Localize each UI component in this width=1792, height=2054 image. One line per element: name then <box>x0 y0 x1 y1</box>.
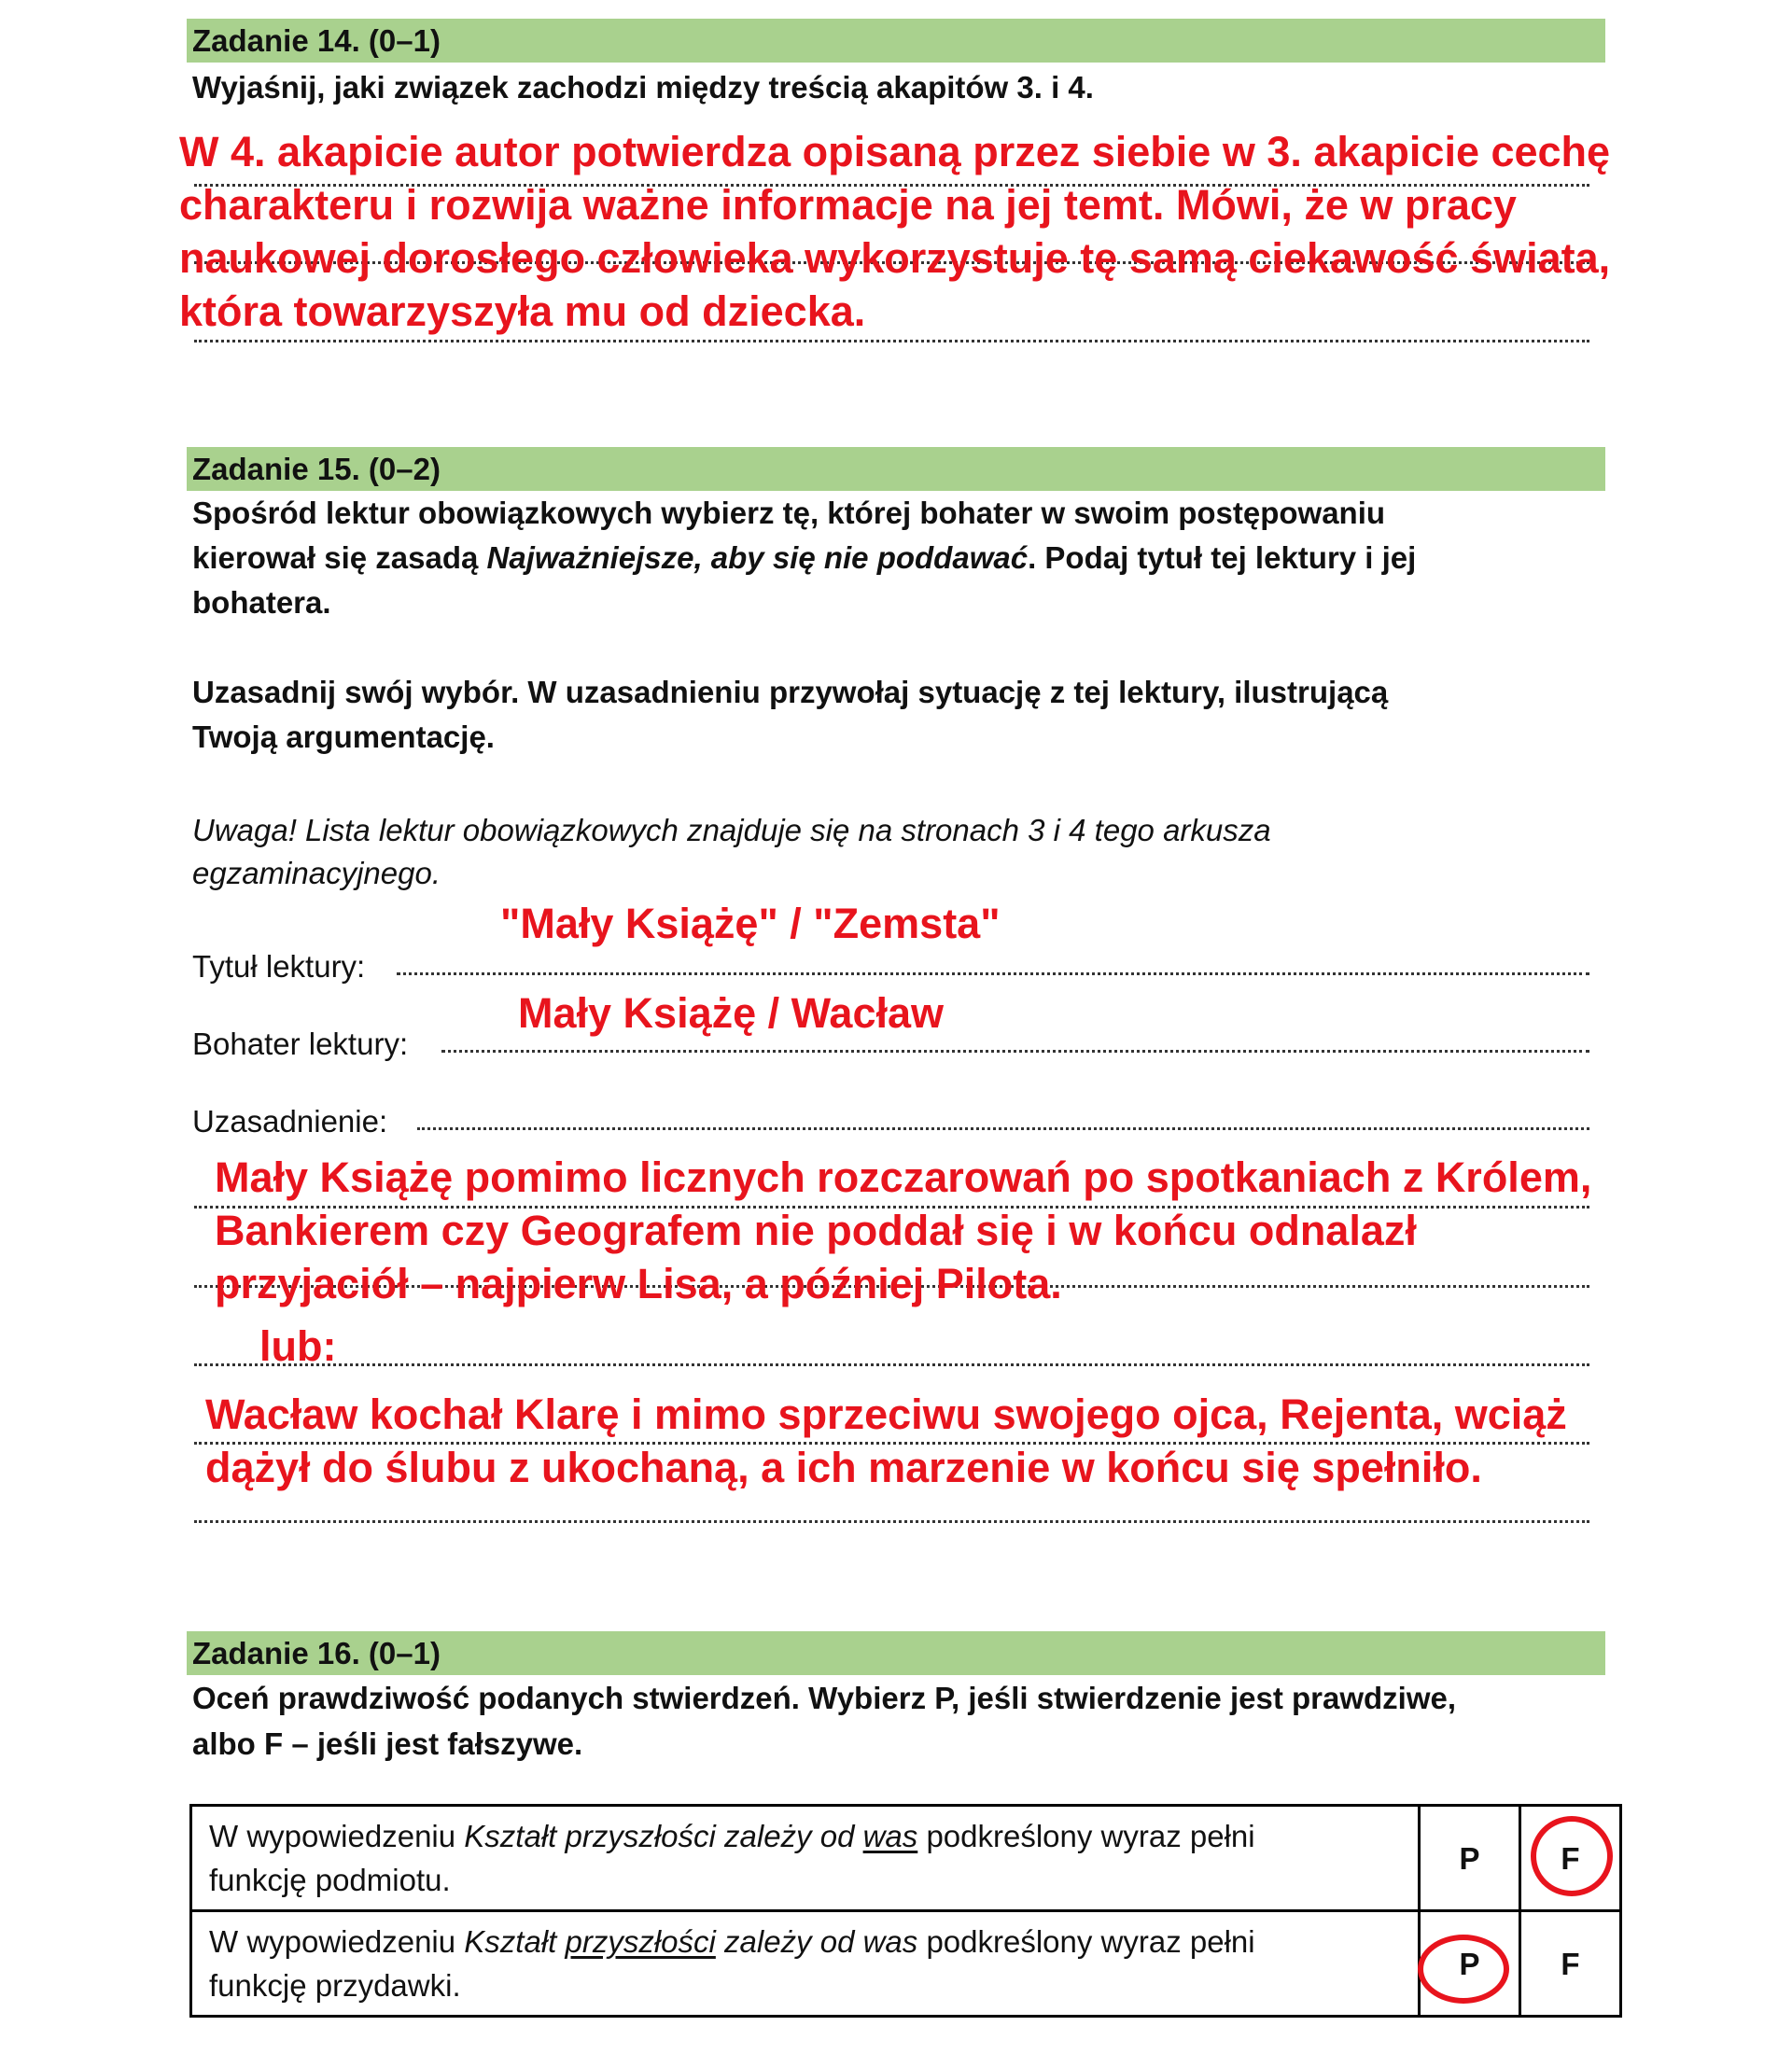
task16-question-line: Oceń prawdziwość podanych stwierdzeń. Wybierz P, jeśli stwierdzenie jest prawdziwe, <box>192 1681 1457 1715</box>
statement-text: podkreślony wyraz pełni <box>917 1924 1255 1959</box>
hero-line <box>441 1050 1589 1053</box>
task15-question-line: Spośród lektur obowiązkowych wybierz tę, której bohater w swoim postępowaniu <box>192 496 1386 530</box>
justification-answer-line: Wacław kochał Klarę i mimo sprzeciwu swojego ojca, Rejenta, wciąż <box>205 1390 1567 1438</box>
option-f[interactable] <box>1520 1806 1621 1911</box>
option-label: F <box>1561 1840 1580 1876</box>
task14-answer-line: W 4. akapicie autor potwierdza opisaną przez siebie w 3. akapicie cechę <box>179 128 1611 175</box>
task14-answer-line: charakteru i rozwija ważne informacje na jej temt. Mówi, że w pracy <box>179 181 1517 229</box>
underlined-word: przyszłości <box>565 1924 716 1959</box>
selection-circle <box>1418 1935 1509 2004</box>
task14-answer-line: która towarzyszyła mu od dziecka. <box>179 287 866 335</box>
statement-text: W wypowiedzeniu <box>209 1819 465 1853</box>
task14-header: Zadanie 14. (0–1) <box>187 19 1605 63</box>
justification-line <box>194 1520 1589 1523</box>
task15-header: Zadanie 15. (0–2) <box>187 447 1605 491</box>
question-text: . Podaj tytuł tej lektury i jej <box>1028 540 1417 575</box>
justification-line <box>417 1127 1589 1130</box>
title-answer: "Mały Książę" / "Zemsta" <box>500 900 1001 947</box>
or-label: lub: <box>259 1322 337 1370</box>
option-p[interactable] <box>1420 1911 1520 2017</box>
question-text: kierował się zasadą <box>192 540 487 575</box>
task15-question-line: bohatera. <box>192 585 331 620</box>
justification-line <box>194 1363 1589 1366</box>
true-false-table <box>189 1804 1622 2018</box>
statement-cell <box>191 1911 1420 2017</box>
title-line <box>397 972 1589 975</box>
statement-cell <box>191 1806 1420 1911</box>
justification-answer-line: dążył do ślubu z ukochaną, a ich marzenie w końcu się spełniło. <box>205 1444 1482 1491</box>
task16-header: Zadanie 16. (0–1) <box>187 1631 1605 1675</box>
selection-circle <box>1531 1816 1613 1896</box>
answer-line <box>194 340 1589 342</box>
statement-text: W wypowiedzeniu <box>209 1924 465 1959</box>
hero-label: Bohater lektury: <box>192 1027 409 1061</box>
task15-note: egzaminacyjnego. <box>192 856 441 890</box>
sentence-part: Kształt przyszłości zależy od <box>464 1819 863 1853</box>
task14-answer-line: naukowej dorosłego człowieka wykorzystuje tę samą ciekawość świata, <box>179 234 1611 282</box>
option-label: P <box>1459 1840 1480 1876</box>
table-row <box>191 1911 1621 2017</box>
option-label: P <box>1459 1946 1480 1981</box>
table-row <box>191 1806 1621 1911</box>
task15-question-line: Twoją argumentację. <box>192 720 495 754</box>
task15-question-line <box>192 536 1416 580</box>
justification-answer-line: Bankierem czy Geografem nie poddał się i w końcu odnalazł <box>215 1207 1417 1254</box>
task14-question: Wyjaśnij, jaki związek zachodzi między treścią akapitów 3. i 4. <box>192 70 1094 105</box>
quoted-principle: Najważniejsze, aby się nie poddawać <box>486 540 1029 575</box>
statement-text: funkcję podmiotu. <box>209 1863 451 1897</box>
example-sentence <box>464 1819 917 1853</box>
option-f[interactable] <box>1520 1911 1621 2017</box>
option-p[interactable] <box>1420 1806 1520 1911</box>
option-label: F <box>1561 1946 1580 1981</box>
statement-text: funkcję przydawki. <box>209 1968 461 2003</box>
statement-text: podkreślony wyraz pełni <box>917 1819 1255 1853</box>
underlined-word: was <box>862 1819 918 1853</box>
task16-question-line: albo F – jeśli jest fałszywe. <box>192 1726 583 1761</box>
sentence-part: Kształt <box>464 1924 566 1959</box>
justification-answer-line: przyjaciół – najpierw Lisa, a później Pilota. <box>215 1260 1062 1307</box>
task15-note: Uwaga! Lista lektur obowiązkowych znajduje się na stronach 3 i 4 tego arkusza <box>192 813 1271 847</box>
justification-label: Uzasadnienie: <box>192 1104 388 1139</box>
hero-answer: Mały Książę / Wacław <box>518 989 945 1037</box>
sentence-part: zależy od was <box>715 1924 918 1959</box>
title-label: Tytuł lektury: <box>192 949 366 984</box>
task15-question-line: Uzasadnij swój wybór. W uzasadnieniu przywołaj sytuację z tej lektury, ilustrującą <box>192 675 1389 709</box>
example-sentence <box>464 1924 917 1959</box>
justification-answer-line: Mały Książę pomimo licznych rozczarowań po spotkaniach z Królem, <box>215 1153 1592 1201</box>
